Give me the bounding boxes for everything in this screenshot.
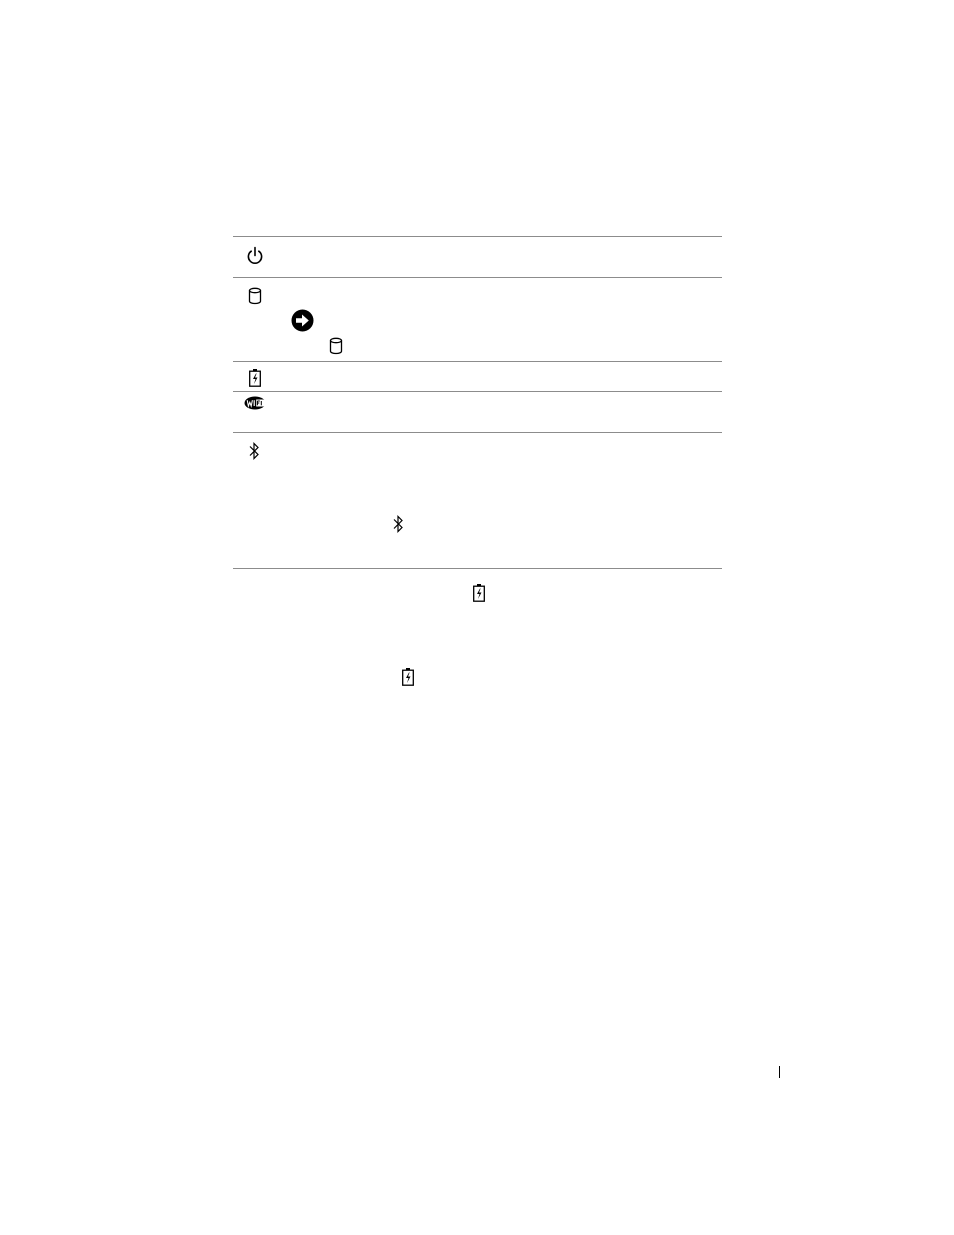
hard-drive-icon [329,337,343,355]
row-divider [233,432,722,433]
hard-drive-icon [248,287,262,305]
row-divider [233,277,722,278]
bluetooth-icon [247,441,261,461]
battery-charge-icon [248,368,262,388]
table-bottom-rule [233,568,722,569]
battery-charge-icon [401,667,415,687]
power-icon [246,246,264,266]
table-top-rule [233,236,722,237]
battery-charge-icon [472,583,486,603]
bluetooth-icon [391,514,405,534]
page-number-marker [779,1066,780,1078]
notice-arrow-icon [291,309,314,332]
wifi-icon [244,396,266,410]
row-divider [233,391,722,392]
row-divider [233,361,722,362]
